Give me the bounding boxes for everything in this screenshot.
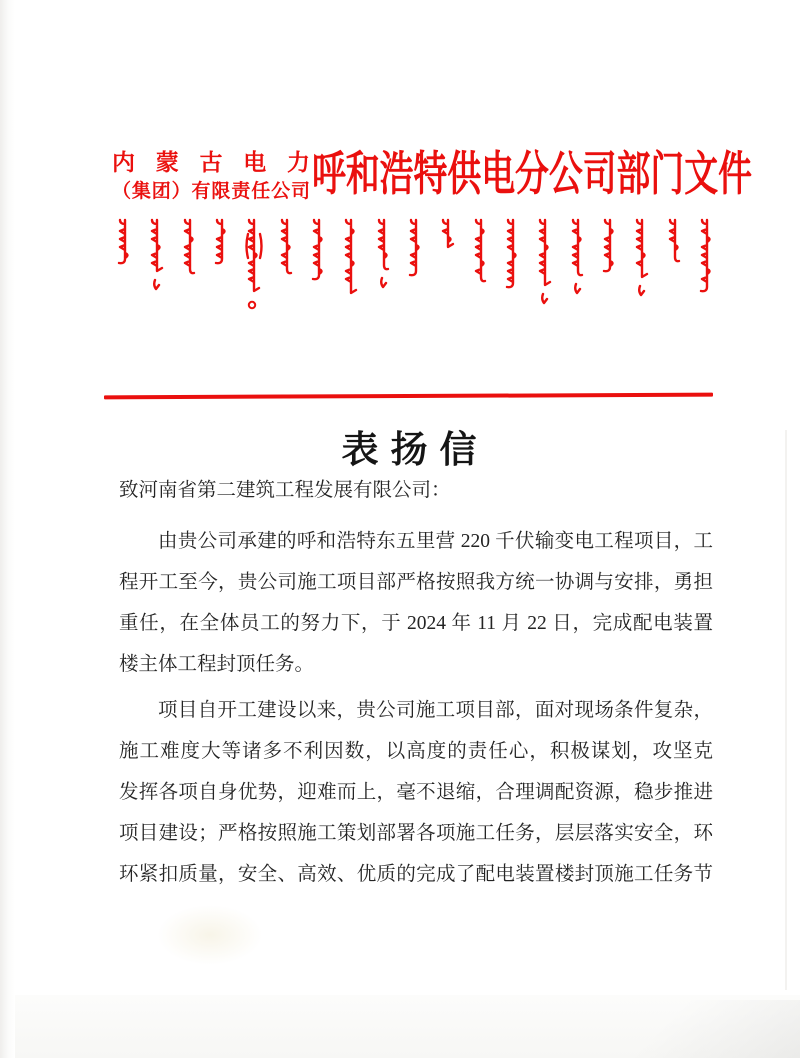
body-line: 致河南省第二建筑工程发展有限公司：	[119, 480, 451, 501]
mongolian-glyph-column	[601, 218, 619, 314]
mongolian-glyph-column	[342, 218, 360, 314]
issuer-company-name	[112, 147, 310, 206]
issuer-company-line1: 内蒙古电力	[112, 150, 310, 175]
scan-edge-right	[785, 430, 787, 990]
letter-title: 表扬信	[341, 430, 489, 471]
body-line: 施工难度大等诸多不利因数，以高度的责任心，积极谋划，攻坚克	[119, 741, 713, 762]
body-line: 由贵公司承建的呼和浩特东五里营 220 千伏输变电工程项目，工	[158, 531, 713, 552]
mongolian-glyph-column	[181, 218, 199, 314]
body-line: 项目自开工建设以来，贵公司施工项目部，面对现场条件复杂，	[158, 700, 713, 721]
mongolian-glyph-column	[569, 218, 587, 314]
scan-edge-left	[0, 0, 15, 1058]
mongolian-glyph-column	[407, 218, 425, 314]
mongolian-glyph-column	[278, 218, 296, 314]
mongolian-glyph-column	[148, 218, 166, 314]
mongolian-glyph-column	[633, 218, 651, 314]
mongolian-glyph-column	[375, 218, 393, 314]
mongolian-glyph-column	[698, 218, 716, 314]
scan-smudge	[140, 895, 280, 975]
document-header-title: 呼和浩特供电分公司部门文件	[312, 149, 752, 201]
scan-shadow	[570, 1000, 800, 1058]
mongolian-glyph-column	[504, 218, 522, 314]
body-line: 环紧扣质量，安全、高效、优质的完成了配电装置楼封顶施工任务节	[119, 864, 713, 885]
mongolian-glyph-column	[472, 218, 490, 314]
body-line: 楼主体工程封顶任务。	[119, 654, 315, 675]
mongolian-glyph-column	[213, 218, 231, 314]
issuer-company-line2: （集团）有限责任公司	[112, 181, 310, 202]
letter-body	[119, 470, 713, 895]
body-line: 重任，在全体员工的努力下，于 2024 年 11 月 22 日，完成配电装置	[119, 613, 713, 634]
mongolian-script-row	[116, 218, 716, 314]
red-divider-line	[104, 393, 713, 400]
mongolian-glyph-column	[439, 218, 457, 314]
mongolian-glyph-column	[666, 218, 684, 314]
mongolian-glyph-column	[536, 218, 554, 314]
body-line: 项目建设；严格按照施工策划部署各项施工任务，层层落实安全，环	[119, 823, 713, 844]
mongolian-glyph-column	[116, 218, 134, 314]
mongolian-glyph-column	[245, 218, 263, 314]
body-line: 程开工至今，贵公司施工项目部严格按照我方统一协调与安排，勇担	[119, 572, 713, 593]
body-line: 发挥各项自身优势，迎难而上，毫不退缩，合理调配资源，稳步推进	[119, 782, 713, 803]
mongolian-glyph-column	[310, 218, 328, 314]
